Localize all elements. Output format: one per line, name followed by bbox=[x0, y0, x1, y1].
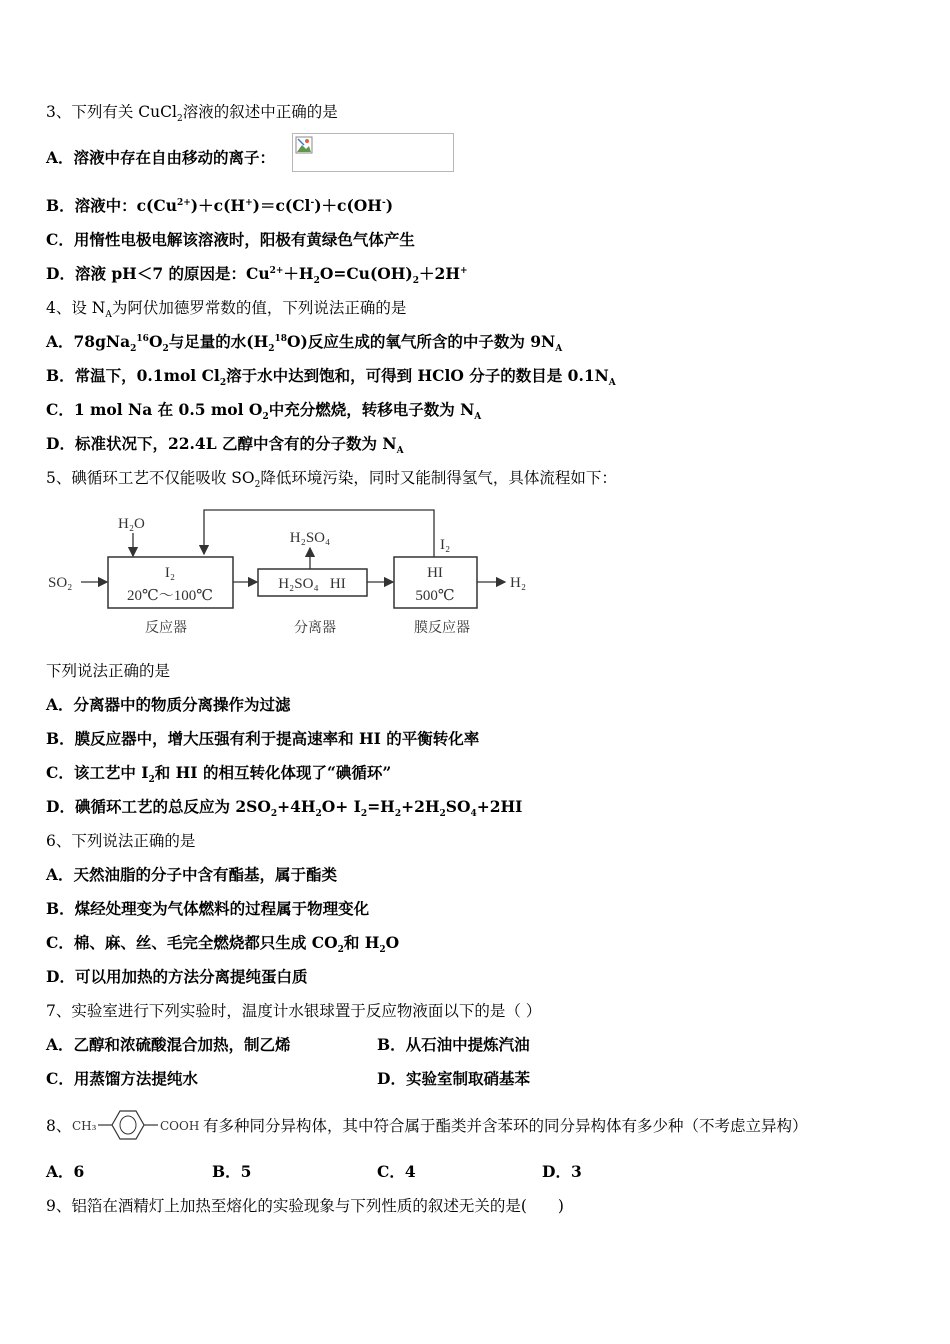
q3-stem: 3、下列有关 CuCl$_2$溶液的叙述中正确的是 bbox=[46, 103, 338, 125]
q8-option-b: B．5 bbox=[212, 1162, 252, 1181]
cooh-label: COOH bbox=[160, 1119, 200, 1133]
q7-option-a: A．乙醇和浓硫酸混合加热，制乙烯 bbox=[46, 1035, 291, 1054]
separator-line: H₂SO₄ HI bbox=[278, 576, 346, 592]
iodine-cycle-flow-diagram bbox=[44, 506, 544, 646]
q7-option-d: D．实验室制取硝基苯 bbox=[377, 1069, 530, 1088]
q3-option-b: B．溶液中：$c(Cu^{2+})+c(H^+)=c(Cl^-)+c(OH^-)$ bbox=[46, 196, 394, 215]
q6-option-b: B．煤经处理变为气体燃料的过程属于物理变化 bbox=[46, 899, 370, 918]
q8-option-c: C．4 bbox=[377, 1162, 416, 1181]
q5-option-d: D．碘循环工艺的总反应为 $2SO_2+4H_2O+ I_2=H_2+2H_2SO_4+2HI$ bbox=[46, 797, 523, 820]
q7-option-c: C．用蒸馏方法提纯水 bbox=[46, 1069, 198, 1088]
q8-option-a: A．6 bbox=[46, 1162, 85, 1181]
q3-option-d: D．溶液 pH＜7 的原因是：$Cu^{2+}+H_2O=Cu(OH)_2+2H^+$ bbox=[46, 264, 468, 287]
q8-stem: 有多种同分异构体，其中符合属于酯类并含苯环的同分异构体有多少种（不考虑立异构） bbox=[203, 1117, 808, 1135]
q4-stem: 4、设 $N_A$为阿伏加德罗常数的值，下列说法正确的是 bbox=[46, 299, 407, 321]
reactor-caption: 反应器 bbox=[145, 620, 187, 636]
membrane-line2: 500℃ bbox=[415, 588, 455, 604]
q4-option-c: C．1 mol Na 在 0.5 mol $O_2$中充分燃烧，转移电子数为 $N_A$ bbox=[46, 400, 482, 423]
separator-caption: 分离器 bbox=[294, 620, 336, 636]
q6-option-d: D．可以用加热的方法分离提纯蛋白质 bbox=[46, 967, 308, 986]
q6-option-c: C．棉、麻、丝、毛完全燃烧都只生成 $CO_2$和 $H_2O$ bbox=[46, 933, 400, 956]
i2-recycle-label: I₂ bbox=[440, 537, 451, 553]
q7-option-b: B．从石油中提炼汽油 bbox=[377, 1035, 530, 1054]
benzene-ring bbox=[112, 1111, 144, 1139]
q5-option-b: B．膜反应器中，增大压强有利于提高速率和 HI 的平衡转化率 bbox=[46, 729, 480, 748]
broken-image-placeholder bbox=[292, 133, 454, 172]
q8-option-d: D．3 bbox=[542, 1162, 582, 1181]
h2o-label: H₂O bbox=[118, 516, 145, 532]
q8-num: 8、 bbox=[46, 1117, 72, 1135]
q6-option-a: A．天然油脂的分子中含有酯基，属于酯类 bbox=[46, 865, 338, 884]
q6-stem: 6、下列说法正确的是 bbox=[46, 832, 196, 850]
toluic-acid-structure bbox=[72, 1105, 207, 1145]
q5-stem: 5、碘循环工艺不仅能吸收 $SO_2$降低环境污染，同时又能制得氢气，具体流程如下： bbox=[46, 469, 617, 491]
reactor-line1: I₂ bbox=[164, 565, 176, 581]
h2so4-out-label: H₂SO₄ bbox=[289, 530, 331, 546]
reactor-line2: 20℃～100℃ bbox=[126, 588, 214, 604]
q4-option-a: A．$78gNa_2^{16}O_2$与足量的水$(H_2^{18}O)$反应生成的氧气所含的中子数为 $9N_A$ bbox=[46, 332, 563, 355]
h2-out-label: H₂ bbox=[510, 575, 527, 591]
q3-option-a: A．溶液中存在自由移动的离子： bbox=[46, 148, 276, 167]
q5-option-a: A．分离器中的物质分离操作为过滤 bbox=[46, 695, 291, 714]
q4-option-d: D．标准状况下，22.4L 乙醇中含有的分子数为 $N_A$ bbox=[46, 434, 404, 457]
membrane-caption: 膜反应器 bbox=[414, 620, 470, 636]
q5-after-stem: 下列说法正确的是 bbox=[46, 662, 171, 680]
membrane-line1: HI bbox=[427, 565, 443, 581]
broken-image-icon bbox=[295, 136, 313, 154]
q4-option-b: B．常温下，0.1mol $Cl_2$溶于水中达到饱和，可得到 HClO 分子的数目是 $0.1N_A$ bbox=[46, 366, 616, 389]
q5-option-c: C．该工艺中 $I_2$和 HI 的相互转化体现了“碘循环” bbox=[46, 763, 392, 786]
ch3-label: CH₃ bbox=[72, 1119, 97, 1133]
so2-label: SO₂ bbox=[48, 575, 73, 591]
q9-stem: 9、铝箔在酒精灯上加热至熔化的实验现象与下列性质的叙述无关的是( ) bbox=[46, 1197, 564, 1215]
q7-stem: 7、实验室进行下列实验时，温度计水银球置于反应物液面以下的是（ ） bbox=[46, 1002, 542, 1020]
q3-option-c: C．用惰性电极电解该溶液时，阳极有黄绿色气体产生 bbox=[46, 230, 415, 249]
